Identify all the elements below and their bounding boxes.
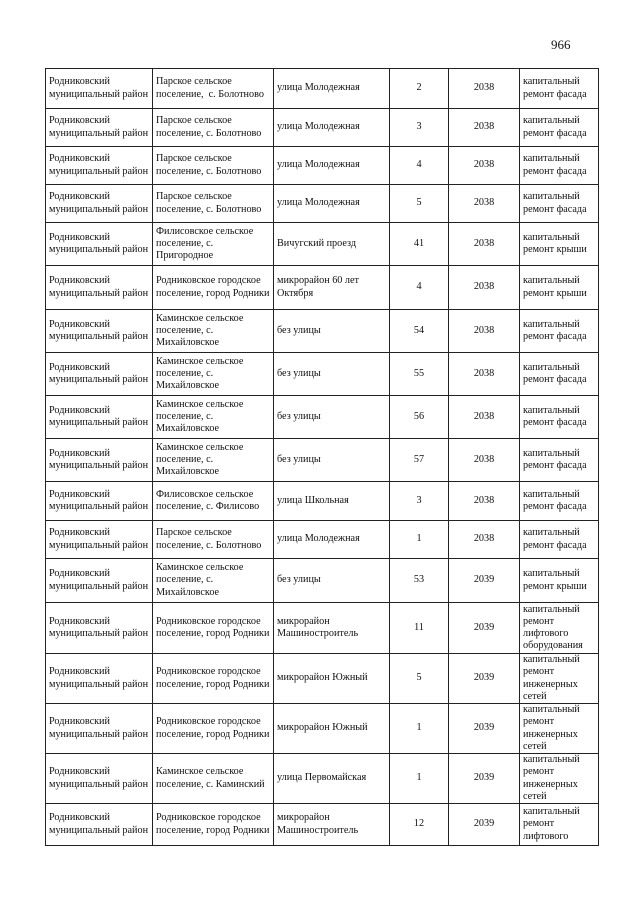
work-type-cell: капитальный ремонт фасада: [520, 147, 599, 185]
settlement-cell: Филисовское сельское поселение, с. Пригородное: [153, 223, 274, 266]
work-type-cell: капитальный ремонт крыши: [520, 559, 599, 603]
district-cell: Родниковский муниципальный район: [46, 603, 153, 654]
house-number-cell: 3: [390, 109, 449, 147]
work-type-cell: капитальный ремонт инженерных сетей: [520, 654, 599, 704]
house-number-cell: 11: [390, 603, 449, 654]
settlement-cell: Родниковское городское поселение, город Родники: [153, 266, 274, 310]
table-row: [46, 353, 599, 396]
house-number-cell: 4: [390, 147, 449, 185]
district-cell: Родниковский муниципальный район: [46, 439, 153, 482]
settlement-cell: Каминское сельское поселение, с. Михайловское: [153, 559, 274, 603]
year-cell: 2038: [449, 69, 520, 109]
settlement-cell: Парское сельское поселение, с. Болотново: [153, 147, 274, 185]
street-cell: Вичугский проезд: [274, 223, 390, 266]
year-cell: 2038: [449, 266, 520, 310]
house-number-cell: 54: [390, 310, 449, 353]
settlement-cell: Родниковское городское поселение, город Родники: [153, 654, 274, 704]
street-cell: микрорайон 60 лет Октября: [274, 266, 390, 310]
work-type-cell: капитальный ремонт фасада: [520, 353, 599, 396]
year-cell: 2038: [449, 482, 520, 521]
work-type-cell: капитальный ремонт крыши: [520, 223, 599, 266]
street-cell: без улицы: [274, 396, 390, 439]
district-cell: Родниковский муниципальный район: [46, 147, 153, 185]
district-cell: Родниковский муниципальный район: [46, 223, 153, 266]
district-cell: Родниковский муниципальный район: [46, 310, 153, 353]
table-row: [46, 559, 599, 603]
district-cell: Родниковский муниципальный район: [46, 109, 153, 147]
work-type-cell: капитальный ремонт фасада: [520, 69, 599, 109]
street-cell: без улицы: [274, 559, 390, 603]
settlement-cell: Каминское сельское поселение, с. Михайловское: [153, 396, 274, 439]
work-type-cell: капитальный ремонт фасада: [520, 482, 599, 521]
street-cell: микрорайон Машиностроитель: [274, 804, 390, 846]
year-cell: 2038: [449, 353, 520, 396]
house-number-cell: 2: [390, 69, 449, 109]
house-number-cell: 1: [390, 704, 449, 754]
district-cell: Родниковский муниципальный район: [46, 559, 153, 603]
work-type-cell: капитальный ремонт лифтового: [520, 804, 599, 846]
table-row: [46, 266, 599, 310]
street-cell: улица Молодежная: [274, 185, 390, 223]
year-cell: 2039: [449, 804, 520, 846]
street-cell: микрорайон Южный: [274, 654, 390, 704]
house-number-cell: 5: [390, 654, 449, 704]
table-row: [46, 223, 599, 266]
settlement-cell: Родниковское городское поселение, город Родники: [153, 804, 274, 846]
table-row: [46, 654, 599, 704]
work-type-cell: капитальный ремонт инженерных сетей: [520, 754, 599, 804]
district-cell: Родниковский муниципальный район: [46, 482, 153, 521]
table-row: [46, 704, 599, 754]
work-type-cell: капитальный ремонт фасада: [520, 185, 599, 223]
settlement-cell: Парское сельское поселение, с. Болотново: [153, 69, 274, 109]
table-row: [46, 439, 599, 482]
table-row: [46, 804, 599, 846]
district-cell: Родниковский муниципальный район: [46, 353, 153, 396]
work-type-cell: капитальный ремонт фасада: [520, 521, 599, 559]
district-cell: Родниковский муниципальный район: [46, 521, 153, 559]
year-cell: 2039: [449, 754, 520, 804]
table-row: [46, 754, 599, 804]
year-cell: 2038: [449, 185, 520, 223]
street-cell: без улицы: [274, 353, 390, 396]
table-row: [46, 521, 599, 559]
street-cell: микрорайон Южный: [274, 704, 390, 754]
page-number: 966: [551, 37, 571, 52]
house-number-cell: 5: [390, 185, 449, 223]
table-row: [46, 396, 599, 439]
district-cell: Родниковский муниципальный район: [46, 396, 153, 439]
year-cell: 2039: [449, 603, 520, 654]
street-cell: улица Школьная: [274, 482, 390, 521]
table-row: [46, 310, 599, 353]
district-cell: Родниковский муниципальный район: [46, 704, 153, 754]
house-number-cell: 53: [390, 559, 449, 603]
year-cell: 2038: [449, 521, 520, 559]
house-number-cell: 3: [390, 482, 449, 521]
house-number-cell: 4: [390, 266, 449, 310]
settlement-cell: Каминское сельское поселение, с. Михайловское: [153, 439, 274, 482]
year-cell: 2039: [449, 704, 520, 754]
house-number-cell: 1: [390, 521, 449, 559]
year-cell: 2038: [449, 310, 520, 353]
year-cell: 2039: [449, 654, 520, 704]
settlement-cell: Филисовское сельское поселение, с. Филисово: [153, 482, 274, 521]
table-row: [46, 147, 599, 185]
settlement-cell: Родниковское городское поселение, город Родники: [153, 704, 274, 754]
street-cell: улица Первомайская: [274, 754, 390, 804]
house-number-cell: 55: [390, 353, 449, 396]
street-cell: улица Молодежная: [274, 521, 390, 559]
table-row: [46, 109, 599, 147]
work-type-cell: капитальный ремонт фасада: [520, 439, 599, 482]
street-cell: улица Молодежная: [274, 147, 390, 185]
district-cell: Родниковский муниципальный район: [46, 804, 153, 846]
year-cell: 2039: [449, 559, 520, 603]
street-cell: улица Молодежная: [274, 109, 390, 147]
work-type-cell: капитальный ремонт фасада: [520, 310, 599, 353]
work-type-cell: капитальный ремонт фасада: [520, 396, 599, 439]
house-number-cell: 41: [390, 223, 449, 266]
work-type-cell: капитальный ремонт крыши: [520, 266, 599, 310]
table-row: [46, 603, 599, 654]
house-number-cell: 56: [390, 396, 449, 439]
district-cell: Родниковский муниципальный район: [46, 69, 153, 109]
settlement-cell: Родниковское городское поселение, город Родники: [153, 603, 274, 654]
district-cell: Родниковский муниципальный район: [46, 754, 153, 804]
house-number-cell: 1: [390, 754, 449, 804]
district-cell: Родниковский муниципальный район: [46, 266, 153, 310]
work-type-cell: капитальный ремонт инженерных сетей: [520, 704, 599, 754]
table-row: [46, 482, 599, 521]
year-cell: 2038: [449, 109, 520, 147]
street-cell: микрорайон Машиностроитель: [274, 603, 390, 654]
year-cell: 2038: [449, 439, 520, 482]
settlement-cell: Каминское сельское поселение, с. Каминский: [153, 754, 274, 804]
table-row: [46, 69, 599, 109]
settlement-cell: Каминское сельское поселение, с. Михайловское: [153, 353, 274, 396]
settlement-cell: Каминское сельское поселение, с. Михайловское: [153, 310, 274, 353]
house-number-cell: 12: [390, 804, 449, 846]
work-type-cell: капитальный ремонт лифтового оборудования: [520, 603, 599, 654]
year-cell: 2038: [449, 223, 520, 266]
work-type-cell: капитальный ремонт фасада: [520, 109, 599, 147]
street-cell: без улицы: [274, 310, 390, 353]
table-row: [46, 185, 599, 223]
district-cell: Родниковский муниципальный район: [46, 654, 153, 704]
year-cell: 2038: [449, 396, 520, 439]
settlement-cell: Парское сельское поселение, с. Болотново: [153, 521, 274, 559]
settlement-cell: Парское сельское поселение, с. Болотново: [153, 185, 274, 223]
year-cell: 2038: [449, 147, 520, 185]
house-number-cell: 57: [390, 439, 449, 482]
settlement-cell: Парское сельское поселение, с. Болотново: [153, 109, 274, 147]
district-cell: Родниковский муниципальный район: [46, 185, 153, 223]
capital-repair-table: [45, 68, 599, 846]
street-cell: улица Молодежная: [274, 69, 390, 109]
street-cell: без улицы: [274, 439, 390, 482]
